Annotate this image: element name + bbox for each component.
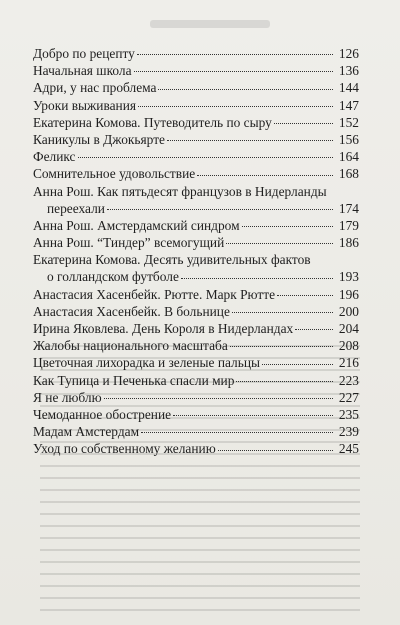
toc-entry (33, 217, 359, 234)
toc-entry (33, 79, 359, 96)
toc-leader-dots (167, 140, 333, 141)
toc-entry-title: Начальная школа (33, 63, 132, 79)
toc-page-number: 227 (338, 389, 359, 405)
toc-page-number: 168 (338, 166, 359, 182)
toc-page-number: 223 (338, 372, 359, 388)
toc-entry-title: Уроки выживания (33, 97, 137, 113)
toc-entry-title: Анна Рош. Как пятьдесят французов в Нидерланды (33, 183, 327, 199)
toc-entry (33, 406, 359, 423)
toc-page-number: 179 (338, 217, 359, 233)
toc-entry-title: Феликс (33, 149, 76, 165)
toc-entry-title: Уход по собственному желанию (33, 441, 216, 457)
toc-entry-title: Ирина Яковлева. День Короля в Нидерландах (33, 321, 294, 337)
toc-entry (33, 62, 359, 79)
toc-page-number: 136 (338, 63, 359, 79)
toc-page-number: 144 (338, 80, 359, 96)
toc-page-number: 208 (338, 338, 359, 354)
toc-entry (33, 354, 359, 371)
toc-leader-dots (173, 415, 333, 416)
toc-page-number: 204 (338, 321, 359, 337)
toc-leader-dots (137, 54, 333, 55)
toc-entry (33, 251, 359, 285)
toc-page-number: 193 (338, 269, 359, 285)
toc-entry (33, 389, 359, 406)
toc-entry-title: Анна Рош. Амстердамский синдром (33, 217, 240, 233)
toc-leader-dots (134, 71, 333, 72)
toc-entry-continuation (33, 200, 359, 217)
toc-page-number: 174 (338, 200, 359, 216)
toc-leader-dots (138, 106, 333, 107)
toc-entry (33, 320, 359, 337)
toc-leader-dots (232, 312, 333, 313)
toc-page-number: 196 (338, 286, 359, 302)
toc-page-number: 235 (338, 407, 359, 422)
toc-page-number: 164 (338, 149, 359, 165)
toc-entry (33, 131, 359, 148)
toc-entry-title: Анастасия Хасенбейк. В больнице (33, 303, 230, 319)
toc-entry-title: Мадам Амстердам (33, 424, 140, 440)
toc-entry (33, 234, 359, 251)
toc-leader-dots (262, 364, 333, 365)
toc-leader-dots (104, 398, 333, 399)
toc-entry-title-continued: о голландском футболе (47, 269, 179, 285)
toc-leader-dots (78, 157, 333, 158)
toc-entry (33, 148, 359, 165)
toc-entry (33, 114, 359, 131)
toc-entry (33, 165, 359, 182)
toc-entry (33, 372, 359, 389)
toc-entry-title: Анна Рош. “Тиндер” всемогущий (33, 235, 225, 251)
toc-entry (33, 303, 359, 320)
toc-page-number: 186 (338, 235, 359, 251)
toc-leader-dots (158, 89, 332, 90)
toc-leader-dots (230, 346, 333, 347)
toc-leader-dots (107, 209, 333, 210)
toc-page-number: 147 (338, 97, 359, 113)
toc-entry-title: Екатерина Комова. Десять удивительных фактов (33, 252, 311, 268)
toc-entry (33, 97, 359, 114)
toc-page-number: 156 (338, 131, 359, 147)
toc-entry-title-continued: переехали (47, 200, 105, 216)
toc-entry-title: Добро по рецепту (33, 46, 135, 61)
show-through-header (150, 20, 270, 28)
toc-page-number: 245 (338, 441, 359, 457)
toc-entry-title: Как Тупица и Печенька спасли мир (33, 372, 235, 388)
toc-page-number: 126 (338, 46, 359, 61)
toc-entry (33, 423, 359, 440)
toc-entry-title: Екатерина Комова. Путеводитель по сыру (33, 114, 272, 130)
toc-leader-dots (197, 175, 333, 176)
toc-entry-title: Цветочная лихорадка и зеленые пальцы (33, 355, 261, 371)
toc-entry-title: Сомнительное удовольствие (33, 166, 196, 182)
toc-entry (33, 337, 359, 354)
toc-entry-title: Адри, у нас проблема (33, 80, 157, 96)
toc-leader-dots (295, 329, 333, 330)
toc-page-number: 200 (338, 303, 359, 319)
toc-entry-title: Анастасия Хасенбейк. Рютте. Марк Рютте (33, 286, 276, 302)
toc-entry-title: Каникулы в Джокьярте (33, 131, 165, 147)
toc-entry-title: Жалобы национального масштаба (33, 338, 228, 354)
toc-entry-title: Чемоданное обострение (33, 407, 172, 422)
toc-entry-continuation (33, 268, 359, 285)
toc-entry (33, 183, 359, 217)
toc-leader-dots (181, 278, 333, 279)
toc-leader-dots (277, 295, 333, 296)
toc-leader-dots (218, 450, 333, 451)
toc-entry-title: Я не люблю (33, 389, 102, 405)
toc-leader-dots (242, 226, 333, 227)
toc-page-number: 152 (338, 114, 359, 130)
toc-page-number: 216 (338, 355, 359, 371)
toc-page-number: 239 (338, 424, 359, 440)
toc-leader-dots (236, 381, 332, 382)
table-of-contents (33, 45, 359, 458)
toc-entry (33, 440, 359, 457)
toc-leader-dots (141, 432, 333, 433)
toc-leader-dots (226, 243, 333, 244)
toc-leader-dots (274, 123, 333, 124)
toc-entry (33, 45, 359, 62)
toc-entry (33, 286, 359, 303)
